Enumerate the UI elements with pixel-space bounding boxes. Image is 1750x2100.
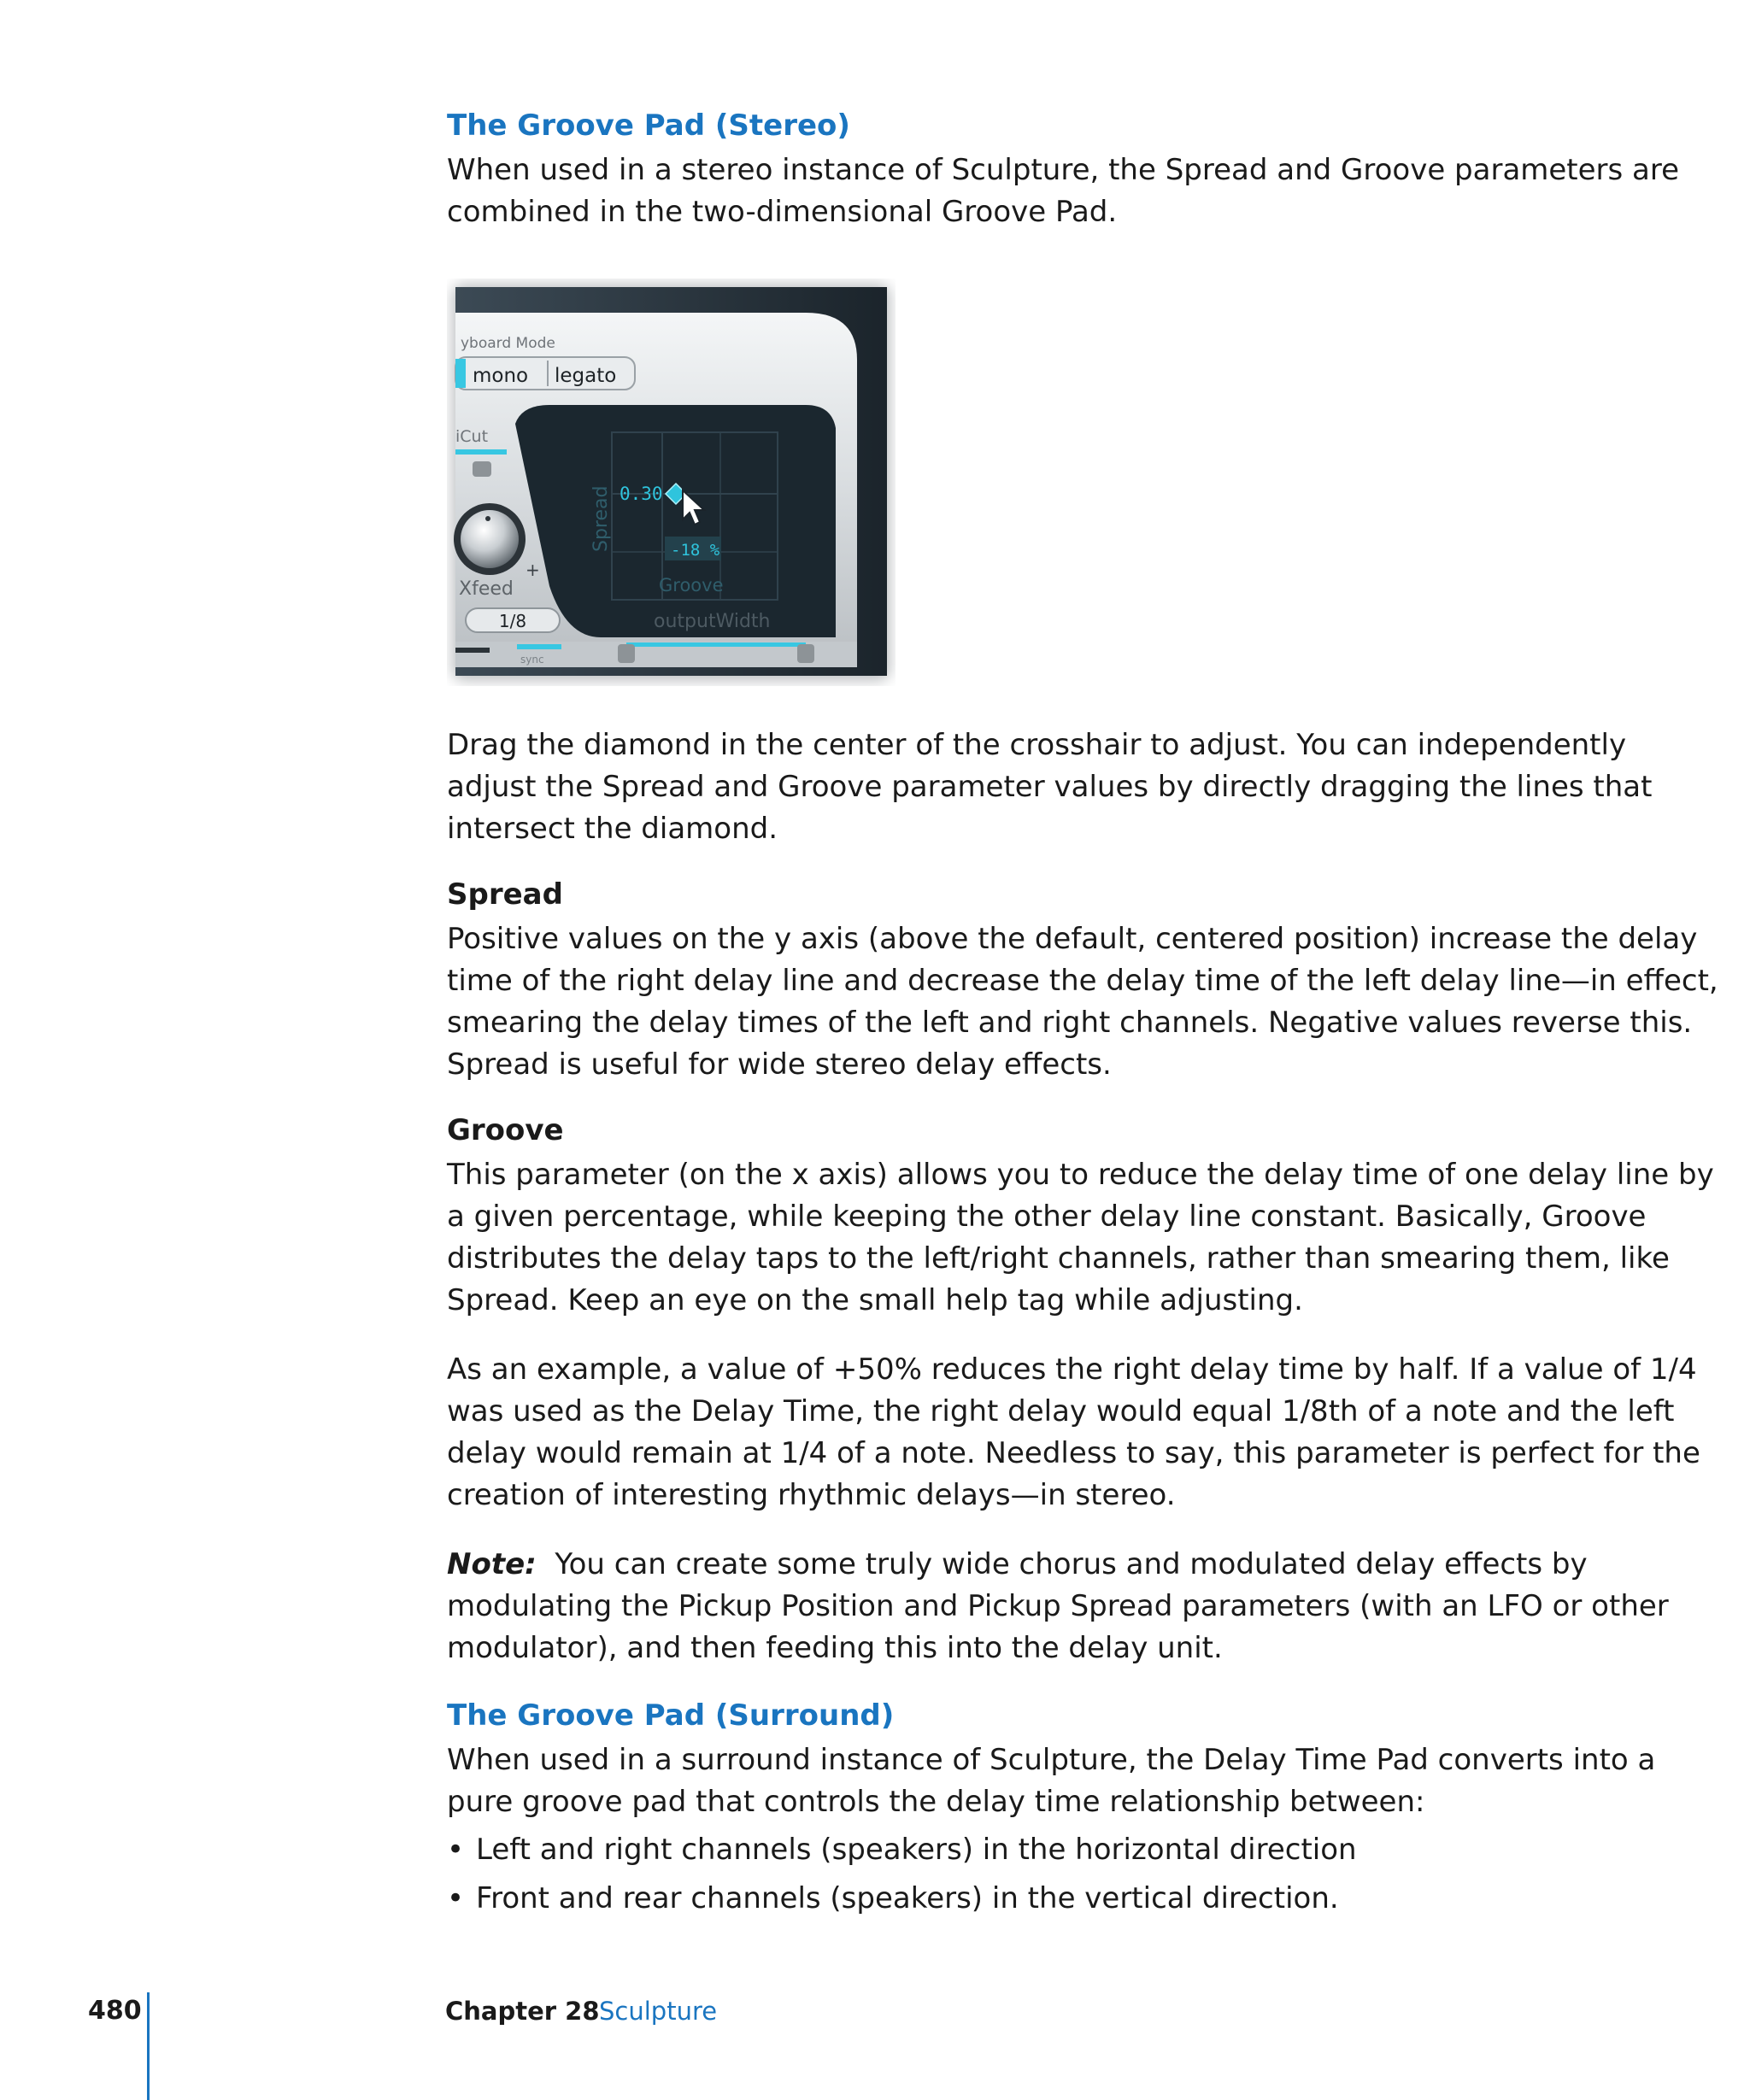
example-paragraph — [447, 1349, 1700, 1516]
footer-divider — [147, 1992, 150, 2100]
footer-chapter: Chapter 28 — [445, 1997, 600, 2026]
text-line: pure groove pad that controls the delay time relationship between: — [447, 1785, 1425, 1819]
text-line: When used in a stereo instance of Sculpture, the Spread and Groove parameters are — [447, 153, 1680, 187]
legato-button[interactable]: legato — [555, 365, 617, 387]
surround-intro-paragraph — [447, 1739, 1656, 1823]
stereo-intro-paragraph — [447, 150, 1680, 233]
groove-axis-label: Groove — [659, 575, 724, 595]
text-line: combined in the two-dimensional Groove Pad. — [447, 195, 1118, 229]
note-paragraph — [447, 1544, 1669, 1669]
sync-label: sync — [520, 654, 544, 666]
cut-slider-handle[interactable] — [473, 461, 491, 477]
spread-paragraph — [447, 918, 1718, 1086]
cut-label: iCut — [455, 427, 489, 446]
section-heading-surround: The Groove Pad (Surround) — [447, 1698, 895, 1733]
text-line: Drag the diamond in the center of the crosshair to adjust. You can independently — [447, 728, 1627, 762]
text-line: As an example, a value of +50% reduces the right delay time by half. If a value of 1/4 — [447, 1352, 1697, 1387]
text-line: modulator), and then feeding this into the delay unit. — [447, 1631, 1223, 1665]
drag-instructions-paragraph — [447, 724, 1653, 850]
text-line: time of the right delay line and decrease the delay time of the left delay line—in effect, — [447, 964, 1718, 998]
text-line: Positive values on the y axis (above the default, centered position) increase the delay — [447, 922, 1698, 956]
text-line — [447, 1544, 1609, 1586]
text-line: This parameter (on the x axis) allows you to reduce the delay time of one delay line by — [447, 1158, 1714, 1192]
groove-pad-panel — [447, 279, 896, 686]
text-line: creation of interesting rhythmic delays—in stereo. — [447, 1478, 1176, 1512]
text-line: intersect the diamond. — [447, 812, 778, 846]
list-item — [447, 1826, 1357, 1874]
channel-bullet-list — [447, 1826, 1357, 1923]
text-line: delay would remain at 1/4 of a note. Needless to say, this parameter is perfect for the — [447, 1436, 1700, 1470]
text-line: modulating the Pickup Position and Pickup Spread parameters (with an LFO or other — [447, 1589, 1669, 1623]
bullet-icon: • — [447, 1881, 465, 1915]
text-line: smearing the delay times of the left and right channels. Negative values reverse this. — [447, 1006, 1693, 1040]
groove-value-readout: -18 % — [671, 541, 720, 560]
mono-button[interactable]: mono — [473, 365, 529, 387]
text-line: distributes the delay taps to the left/right channels, rather than smearing them, like — [447, 1241, 1670, 1276]
bullet-icon: • — [447, 1833, 465, 1867]
groove-heading: Groove — [447, 1113, 564, 1147]
groove-paragraph — [447, 1154, 1714, 1322]
text-line: Spread. Keep an eye on the small help tag while adjusting. — [447, 1283, 1303, 1317]
list-item-text: Left and right channels (speakers) in the horizontal direction — [476, 1833, 1357, 1867]
text-line: Spread is useful for wide stereo delay effects. — [447, 1047, 1112, 1082]
spread-heading: Spread — [447, 877, 563, 912]
note-label: Note: — [447, 1547, 537, 1581]
text-line: a given percentage, while keeping the other delay line constant. Basically, Groove — [447, 1200, 1647, 1234]
list-item — [447, 1874, 1357, 1923]
note-first-line: You can create some truly wide chorus and modulated delay effects by — [555, 1547, 1588, 1581]
spread-value-readout: 0.30 — [620, 484, 663, 504]
text-line: When used in a surround instance of Sculpture, the Delay Time Pad converts into a — [447, 1743, 1656, 1777]
output-width-right-handle[interactable] — [797, 644, 814, 663]
xfeed-label: Xfeed — [459, 578, 514, 600]
spread-axis-label: Spread — [590, 485, 612, 552]
groove-pad-figure — [447, 279, 896, 686]
keyboard-mode-label: yboard Mode — [461, 335, 555, 352]
text-line: was used as the Delay Time, the right delay would equal 1/8th of a note and the left — [447, 1394, 1675, 1428]
footer-section-link[interactable]: Sculpture — [599, 1997, 718, 2026]
page-number: 480 — [88, 1996, 142, 2026]
output-width-label: outputWidth — [654, 611, 771, 632]
output-width-left-handle[interactable] — [618, 644, 635, 663]
xfeed-plus-label: + — [526, 560, 540, 580]
xfeed-value: 1/8 — [498, 611, 527, 631]
list-item-text: Front and rear channels (speakers) in the vertical direction. — [476, 1881, 1339, 1915]
section-heading-stereo: The Groove Pad (Stereo) — [447, 109, 850, 143]
text-line: adjust the Spread and Groove parameter values by directly dragging the lines that — [447, 770, 1653, 804]
